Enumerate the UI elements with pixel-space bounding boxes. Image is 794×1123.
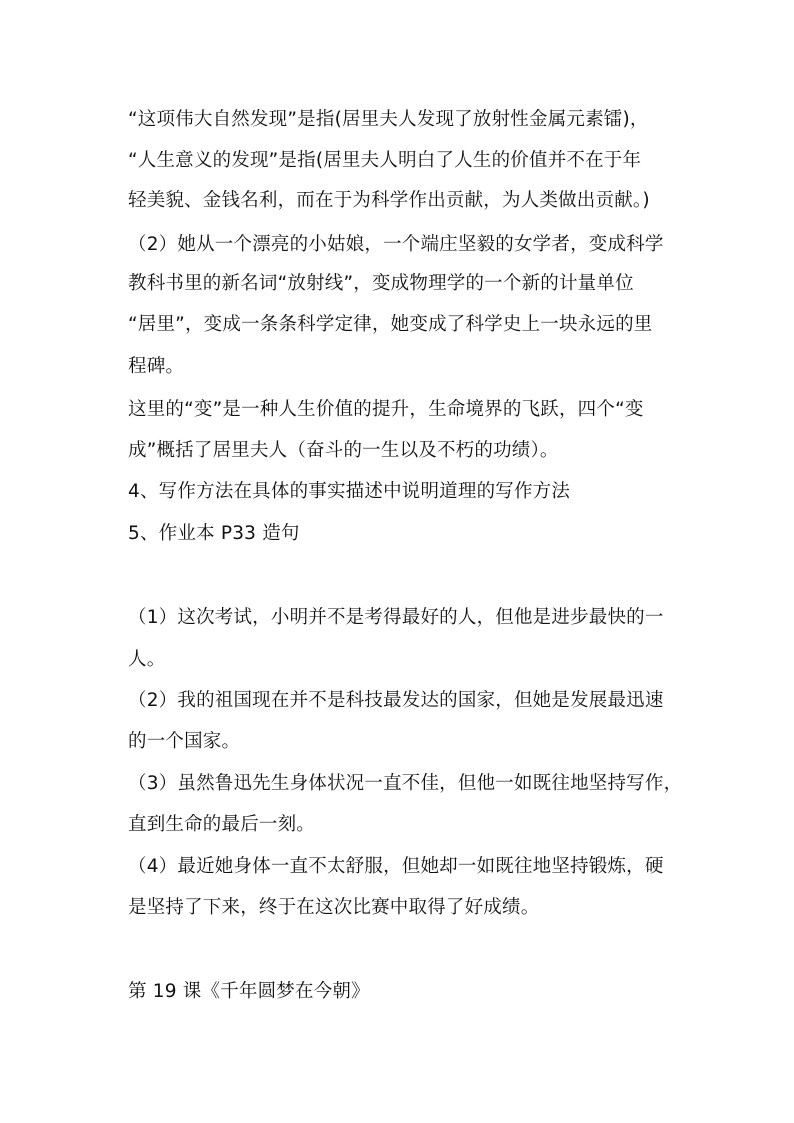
text-line: 是坚持了下来，终于在这次比赛中取得了好成绩。 xyxy=(128,897,540,918)
text-line: （2）我的祖国现在并不是科技最发达的国家，但她是发展最迅速 xyxy=(128,690,664,711)
text-line: “人生意义的发现”是指(居里夫人明白了人生的价值并不在于年 xyxy=(128,150,642,171)
text-line: （1）这次考试，小明并不是考得最好的人，但他是进步最快的一 xyxy=(128,607,664,628)
text-line: （4）最近她身体一直不太舒服，但她却一如既往地坚持锻炼，硬 xyxy=(128,856,664,877)
lesson-heading: 第 19 课《千年圆梦在今朝》 xyxy=(128,981,370,1002)
text-line: 人。 xyxy=(128,649,166,670)
text-line: 的一个国家。 xyxy=(128,731,241,752)
text-line: 4、写作方法在具体的事实描述中说明道理的写作方法 xyxy=(128,481,571,502)
text-line: 5、作业本 P33 造句 xyxy=(128,523,300,544)
text-line: 这里的“变”是一种人生价值的提升，生命境界的飞跃，四个“变 xyxy=(128,399,644,420)
text-line: 轻美貌、金钱名利，而在于为科学作出贡献，为人类做出贡献。) xyxy=(128,190,650,211)
text-line: 教科书里的新名词“放射线”，变成物理学的一个新的计量单位 xyxy=(128,273,634,294)
text-line: （3）虽然鲁迅先生身体状况一直不佳，但他一如既往地坚持写作， xyxy=(128,773,683,794)
text-line: “居里”，变成一条条科学定律，她变成了科学史上一块永远的里 xyxy=(128,314,653,335)
text-line: 程碑。 xyxy=(128,356,185,377)
text-line: 成”概括了居里夫人（奋斗的一生以及不朽的功绩）。 xyxy=(128,440,559,461)
text-line: 直到生命的最后一刻。 xyxy=(128,814,316,835)
text-line: “这项伟大自然发现”是指(居里夫人发现了放射性金属元素镭)， xyxy=(128,109,649,130)
text-line: （2）她从一个漂亮的小姑娘，一个端庄坚毅的女学者，变成科学 xyxy=(128,234,664,255)
